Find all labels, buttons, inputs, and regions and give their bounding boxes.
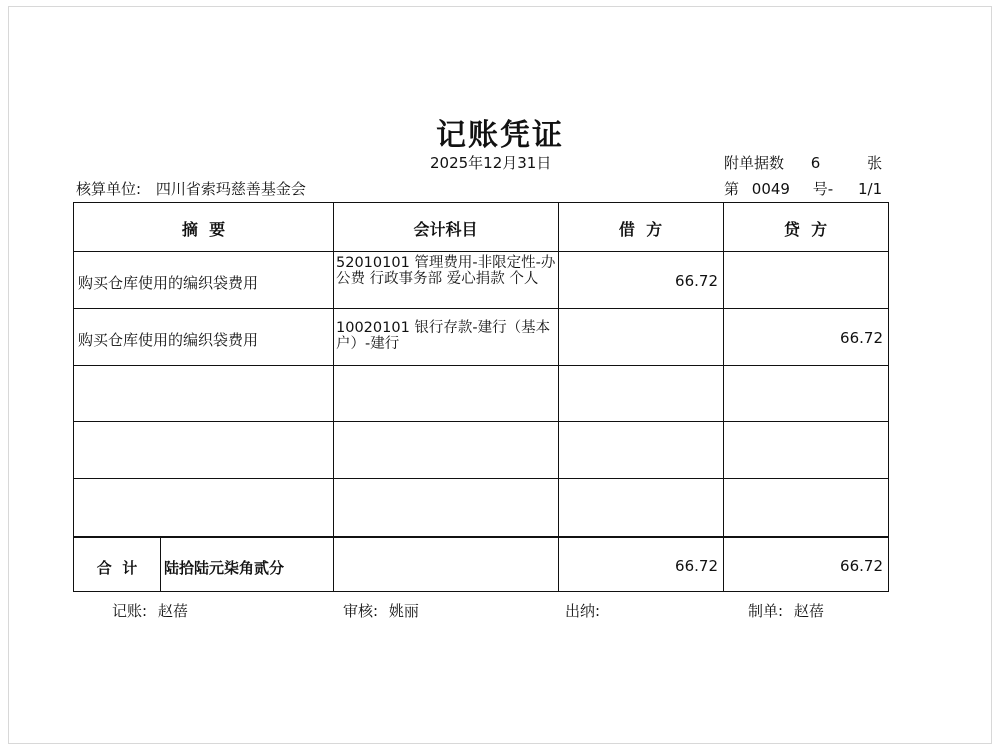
voucher-suffix: 号- [812,180,834,198]
bookkeeper-signature [112,600,188,621]
voucher-table [73,202,889,592]
row-summary: 购买仓库使用的编织袋费用 [78,331,259,349]
attachment-number: 6 [810,154,821,172]
voucher-number [724,178,882,199]
row-divider [74,251,888,252]
cashier-signature [565,600,606,621]
total-amount-words: 陆拾陆元柒角贰分 [164,559,285,577]
total-label: 合 计 [96,559,138,577]
accounting-unit [76,178,306,199]
header-summary: 摘 要 [181,220,226,239]
total-credit: 66.72 [840,557,883,575]
header-credit: 贷 方 [783,220,828,239]
cashier-label: 出纳: [565,602,601,620]
voucher-no: 0049 [751,180,790,198]
reviewer-signature [343,600,419,621]
total-debit: 66.72 [675,557,718,575]
preparer-label: 制单: [748,602,784,620]
voucher-title: 记账凭证 [436,118,564,153]
row-divider [74,365,888,366]
header-account: 会计科目 [413,220,478,239]
row-divider [74,308,888,309]
attachment-label: 附单据数 [724,154,785,172]
voucher-prefix: 第 [724,180,740,198]
bookkeeper-name: 赵蓓 [157,602,188,620]
unit-name: 四川省索玛慈善基金会 [155,180,306,198]
reviewer-name: 姚丽 [388,602,419,620]
voucher-date: 2025年12月31日 [430,154,552,172]
row-summary: 购买仓库使用的编织袋费用 [78,274,259,292]
col-divider [558,203,559,591]
col-divider [723,203,724,591]
row-divider [74,478,888,479]
row-account: 10020101 银行存款-建行（基本户）-建行 [336,320,551,352]
attachment-count [724,152,882,173]
bookkeeper-label: 记账: [112,602,148,620]
voucher-page: 1/1 [857,180,883,198]
row-credit: 66.72 [840,329,883,347]
preparer-name: 赵蓓 [793,602,824,620]
row-divider [74,421,888,422]
unit-label: 核算单位: [76,180,142,198]
col-divider [333,203,334,591]
attachment-unit: 张 [867,154,883,172]
reviewer-label: 审核: [343,602,379,620]
row-account: 52010101 管理费用-非限定性-办公费 行政事务部 爱心捐款 个人 [336,255,556,287]
header-debit: 借 方 [618,220,663,239]
total-col-divider [160,538,161,591]
row-divider [74,536,888,538]
row-debit: 66.72 [675,272,718,290]
preparer-signature [748,600,824,621]
